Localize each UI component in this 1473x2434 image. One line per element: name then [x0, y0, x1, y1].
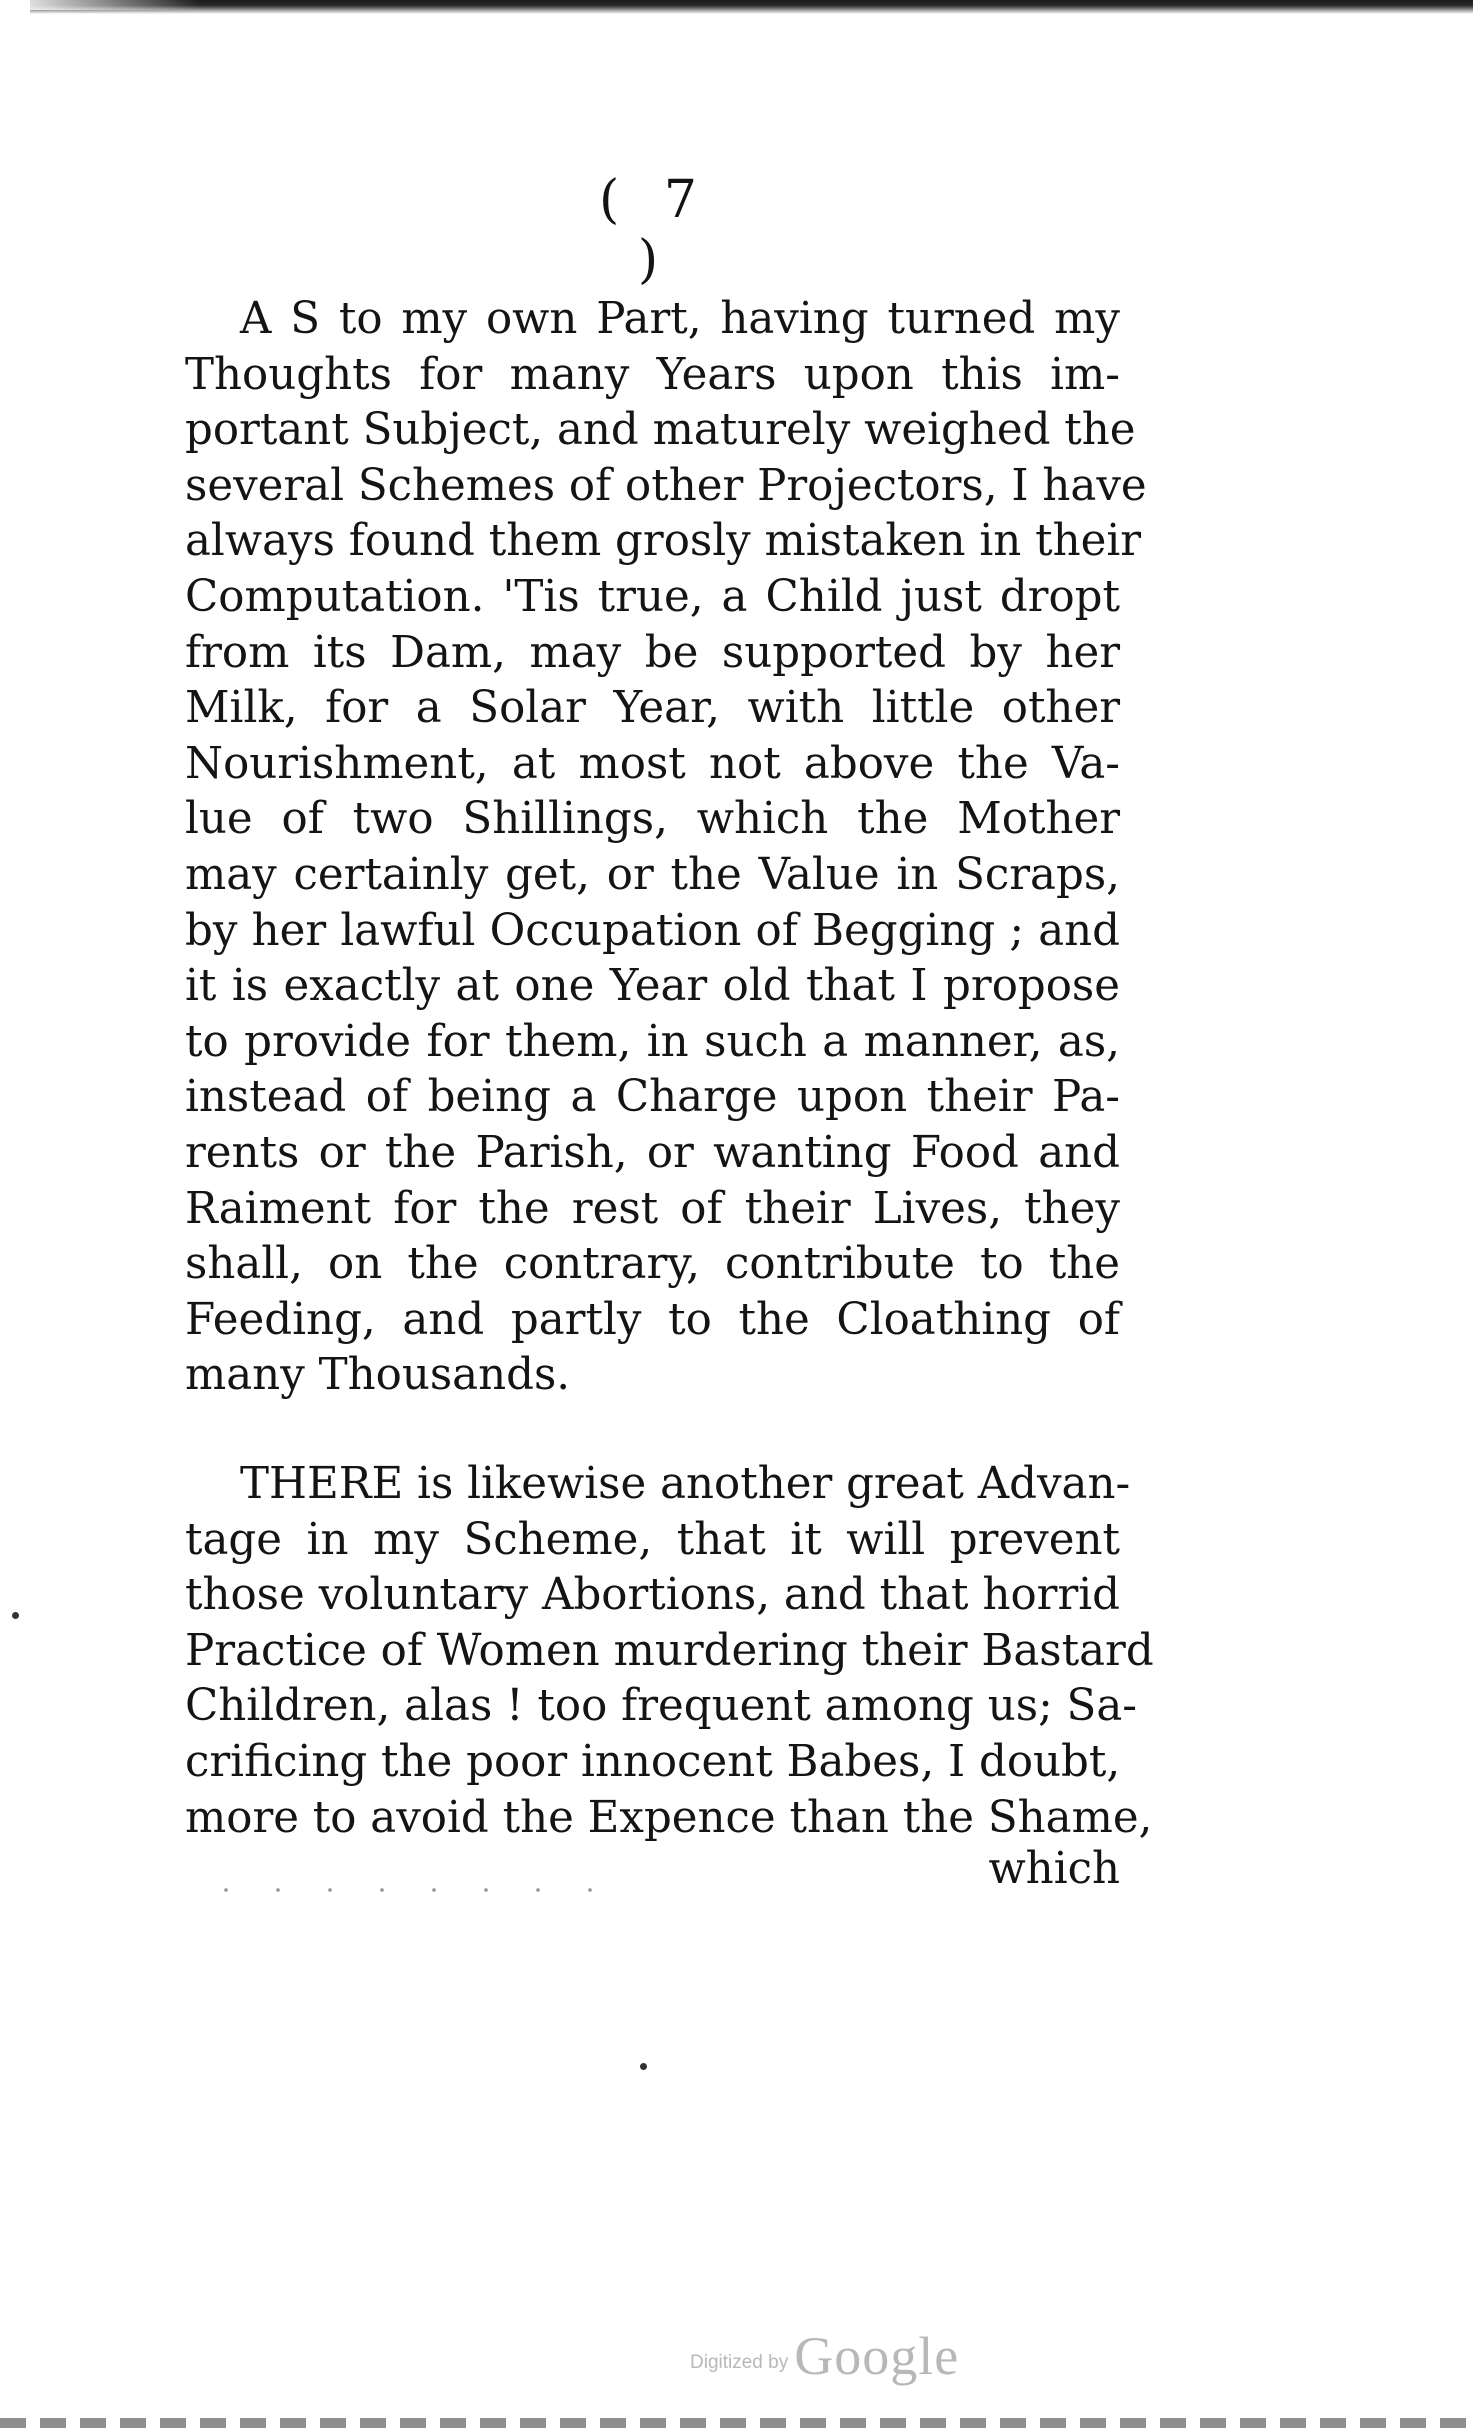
text-line: A S to my own Part, having turned my	[240, 294, 1120, 344]
watermark-prefix: Digitized by	[690, 2352, 789, 2373]
text-line: more to avoid the Expence than the Shame,	[185, 1792, 1153, 1843]
page-top-edge-fade	[0, 0, 200, 10]
text-line: Practice of Women murdering their Bastard	[185, 1625, 1154, 1676]
text-line: Milk, for a Solar Year, with little other	[185, 683, 1120, 734]
text-line: by her lawful Occupation of Begging ; and	[185, 905, 1120, 956]
text-line: crificing the poor innocent Babes, I doubt,	[185, 1736, 1121, 1787]
margin-speck	[640, 2063, 647, 2070]
page-number: ( 7 )	[599, 170, 711, 290]
text-line: to provide for them, in such a manner, as,	[185, 1016, 1120, 1067]
text-line: from its Dam, may be supported by her	[185, 627, 1120, 678]
text-line: Feeding, and partly to the Cloathing of	[185, 1294, 1120, 1345]
text-line: THERE is likewise another great Advan-	[240, 1459, 1131, 1509]
text-line: always found them grosly mistaken in their	[185, 516, 1142, 567]
text-line: shall, on the contrary, contribute to the	[185, 1239, 1120, 1290]
text-line: may certainly get, or the Value in Scraps,	[185, 849, 1120, 900]
page-bottom-edge	[0, 2418, 1473, 2428]
text-line: portant Subject, and maturely weighed the	[185, 405, 1136, 456]
page-top-edge-shadow	[30, 0, 1473, 14]
print-specks	[200, 1880, 620, 1900]
text-line: several Schemes of other Projectors, I have	[185, 460, 1147, 511]
text-line: Nourishment, at most not above the Va-	[185, 738, 1120, 789]
text-line: Children, alas ! too frequent among us; Sa-	[185, 1681, 1137, 1732]
text-line: lue of two Shillings, which the Mother	[185, 794, 1120, 845]
catchword: which	[988, 1844, 1120, 1894]
text-line: rents or the Parish, or wanting Food and	[185, 1127, 1120, 1178]
digitized-watermark	[690, 2325, 1010, 2395]
text-line: it is exactly at one Year old that I propose	[185, 961, 1120, 1012]
paragraph-1	[185, 292, 1147, 1404]
text-line: many Thousands.	[185, 1350, 571, 1401]
text-line: instead of being a Charge upon their Pa-	[185, 1072, 1120, 1123]
text-line: tage in my Scheme, that it will prevent	[185, 1514, 1120, 1565]
text-line: Computation. 'Tis true, a Child just dropt	[185, 571, 1120, 622]
text-line: those voluntary Abortions, and that horrid	[185, 1570, 1120, 1621]
margin-speck	[12, 1612, 19, 1619]
text-line: Thoughts for many Years upon this im-	[185, 349, 1120, 400]
text-line: Raiment for the rest of their Lives, they	[185, 1183, 1120, 1234]
google-logo: Google	[794, 2326, 960, 2386]
paragraph-2	[185, 1457, 1154, 1846]
